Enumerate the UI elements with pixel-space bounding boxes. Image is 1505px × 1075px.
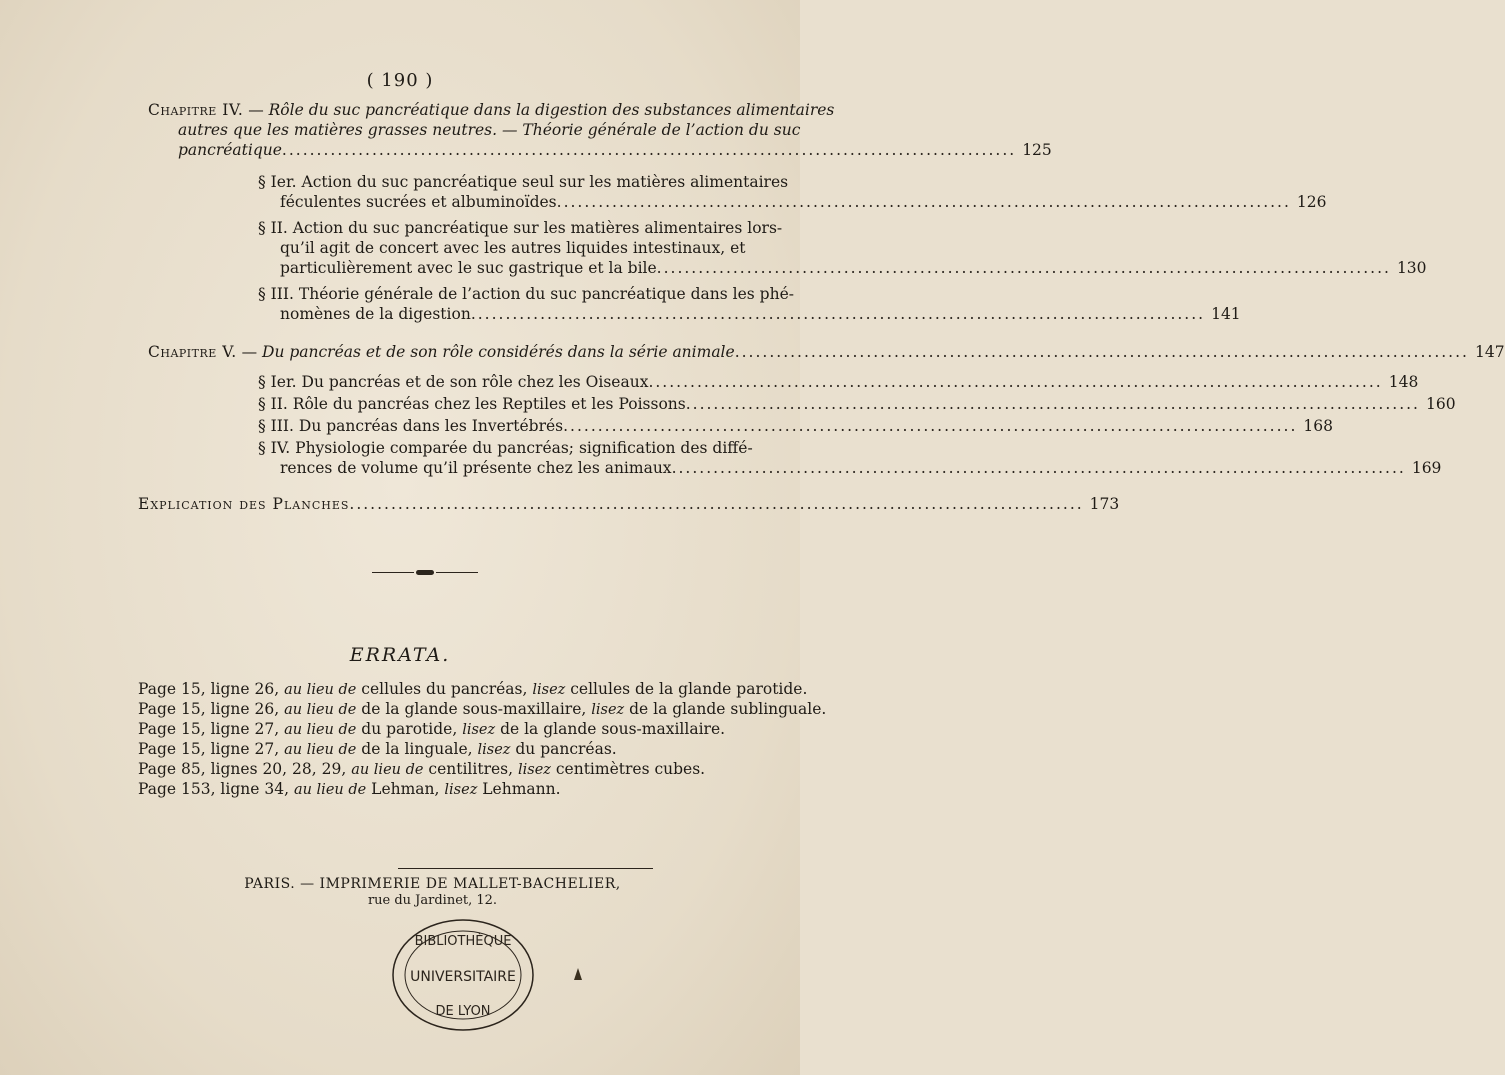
errata-line: Page 15, ligne 26, au lieu de de la glande sous-maxillaire, lisez de la glande sublinguale. bbox=[138, 700, 827, 718]
page-reference: 141 bbox=[1211, 305, 1241, 323]
page-reference: 147 bbox=[1474, 343, 1505, 361]
toc-section bbox=[148, 372, 1419, 392]
errata-list bbox=[138, 680, 826, 800]
section-line: féculentes sucrées et albuminoïdes bbox=[280, 193, 557, 211]
page-reference: 125 bbox=[1022, 141, 1052, 159]
dot-leader: .......................................................................................................... bbox=[470, 305, 1206, 323]
section-line: qu’il agit de concert avec les autres liquides intestinaux, et bbox=[280, 239, 746, 257]
imprint-address: rue du Jardinet, 12. bbox=[367, 893, 498, 908]
stamp-text-bottom: DE LYON bbox=[435, 1004, 491, 1019]
chapter-label: Chapitre IV. bbox=[148, 101, 244, 119]
dot-leader: .......................................................................................................... bbox=[563, 417, 1298, 435]
dot-leader: .......................................................................................................... bbox=[656, 259, 1391, 277]
chapter-label: Chapitre V. bbox=[148, 343, 237, 361]
section-line: § III. Du pancréas dans les Invertébrés bbox=[258, 417, 564, 435]
toc-section bbox=[148, 438, 1442, 478]
section-line: nomènes de la digestion bbox=[280, 305, 471, 323]
ornamental-divider bbox=[372, 570, 478, 574]
page-reference: 130 bbox=[1396, 259, 1427, 277]
toc-section bbox=[148, 218, 1427, 278]
dot-leader: .......................................................................................................... bbox=[281, 141, 1017, 159]
stamp-text-middle: UNIVERSITAIRE bbox=[410, 969, 516, 985]
ink-mark bbox=[573, 968, 583, 982]
dot-leader: .......................................................................................................... bbox=[671, 459, 1406, 477]
dot-leader: .......................................................................................................... bbox=[556, 193, 1291, 211]
page-reference: 169 bbox=[1411, 459, 1442, 477]
errata-title: ERRATA. bbox=[349, 644, 451, 666]
toc-chapter-4: Chapitre IV. — Rôle du suc pancréatique dans la digestion des substances alimentaires autres que les matières grasses neutres. — Théorie générale de l’action du suc pancréatique .......................................................................................................... 125 bbox=[148, 101, 1052, 159]
toc-section bbox=[148, 172, 1327, 212]
toc-explication bbox=[138, 494, 1120, 514]
explication-label: Explication des Planches bbox=[138, 495, 350, 513]
section-line: § II. Action du suc pancréatique sur les matières alimentaires lors- bbox=[258, 219, 783, 237]
imprint-rule bbox=[398, 868, 653, 869]
dot-leader: .......................................................................................................... bbox=[734, 343, 1469, 361]
table-of-contents bbox=[138, 100, 1505, 514]
toc-section bbox=[148, 394, 1456, 414]
imprint-line: PARIS. — IMPRIMERIE DE MALLET-BACHELIER, bbox=[244, 876, 621, 892]
chapter-title-line: pancréatique bbox=[178, 141, 282, 159]
toc-chapter-5: Chapitre V. — Du pancréas et de son rôle considérés dans la série animale .......................................................................................................... 147 bbox=[148, 343, 1505, 361]
section-line: § II. Rôle du pancréas chez les Reptiles et les Poissons bbox=[258, 395, 686, 413]
chapter-title-line: Rôle du suc pancréatique dans la digestion des substances alimentaires bbox=[268, 101, 835, 119]
section-line: § Ier. Du pancréas et de son rôle chez les Oiseaux bbox=[258, 373, 649, 391]
chapter-title: Du pancréas et de son rôle considérés dans la série animale bbox=[262, 343, 735, 361]
page-reference: 173 bbox=[1089, 495, 1120, 513]
library-stamp bbox=[388, 915, 538, 1035]
section-line: particulièrement avec le suc gastrique et la bile bbox=[280, 259, 657, 277]
errata-line: Page 153, ligne 34, au lieu de Lehman, lisez Lehmann. bbox=[138, 780, 561, 798]
stamp-text-top: BIBLIOTHÈQUE bbox=[414, 934, 512, 949]
page-reference: 160 bbox=[1425, 395, 1456, 413]
page-reference: 148 bbox=[1388, 373, 1419, 391]
printer-imprint bbox=[0, 876, 800, 908]
toc-section bbox=[148, 284, 1241, 324]
errata-line: Page 15, ligne 26, au lieu de cellules du pancréas, lisez cellules de la glande parotide. bbox=[138, 680, 808, 698]
errata-line: Page 15, ligne 27, au lieu de du parotide, lisez de la glande sous-maxillaire. bbox=[138, 720, 726, 738]
dot-leader: .......................................................................................................... bbox=[349, 495, 1084, 513]
errata-line: Page 85, lignes 20, 28, 29, au lieu de centilitres, lisez centimètres cubes. bbox=[138, 760, 706, 778]
section-line: § Ier. Action du suc pancréatique seul sur les matières alimentaires bbox=[258, 173, 789, 191]
chapter-title-line: autres que les matières grasses neutres. — Théorie générale de l’action du suc bbox=[178, 121, 801, 139]
errata-line: Page 15, ligne 27, au lieu de de la linguale, lisez du pancréas. bbox=[138, 740, 617, 758]
toc-section bbox=[148, 416, 1333, 436]
section-line: rences de volume qu’il présente chez les animaux bbox=[280, 459, 672, 477]
dot-leader: .......................................................................................................... bbox=[648, 373, 1383, 391]
page-reference: 168 bbox=[1303, 417, 1333, 435]
section-line: § IV. Physiologie comparée du pancréas; signification des diffé- bbox=[258, 439, 753, 457]
page-reference: 126 bbox=[1296, 193, 1327, 211]
page-number: ( 190 ) bbox=[366, 70, 434, 91]
section-line: § III. Théorie générale de l’action du suc pancréatique dans les phé- bbox=[258, 285, 794, 303]
dot-leader: .......................................................................................................... bbox=[685, 395, 1420, 413]
